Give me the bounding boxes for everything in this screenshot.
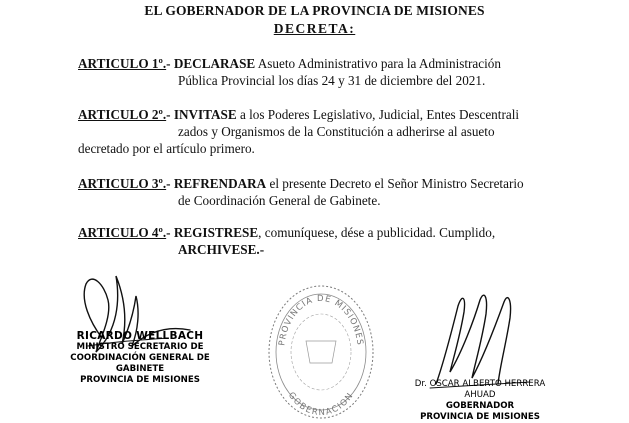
article-2-text-line3: decretado por el artículo primero. <box>78 141 255 156</box>
article-3-text-line2: de Coordinación General de Gabinete. <box>178 193 381 208</box>
decree-subtitle: DECRETA: <box>273 21 356 36</box>
article-4-text-line2: ARCHIVESE.- <box>178 242 265 257</box>
article-1-text-line2: Pública Provincial los días 24 y 31 de diciembre del 2021. <box>178 73 486 88</box>
svg-text:GOBERNACION: GOBERNACION <box>285 390 357 419</box>
minister-role-line3: PROVINCIA DE MISIONES <box>80 375 200 385</box>
article-2-dash: - <box>166 107 171 122</box>
minister-name: RICARDO WELLBACH <box>76 330 204 342</box>
governor-signature-icon <box>436 295 511 384</box>
article-2-verb: INVITASE <box>173 107 237 122</box>
svg-text:PROVINCIA DE MISIONES: PROVINCIA DE MISIONES <box>277 293 365 347</box>
article-3-verb: REFRENDARA <box>173 176 267 191</box>
article-2-label: ARTICULO 2º. <box>78 107 167 122</box>
article-2-text-line1: a los Poderes Legislativo, Judicial, Entes Descentrali <box>239 107 520 122</box>
article-4-verb: REGISTRESE <box>173 225 259 240</box>
governor-name: Dr. OSCAR ALBERTO HERRERA AHUAD <box>414 379 546 400</box>
article-3-dash: - <box>166 176 171 191</box>
article-3-label: ARTICULO 3º. <box>78 176 167 191</box>
article-3-text-line1: el presente Decreto el Señor Ministro Secretario <box>269 176 524 191</box>
article-1-dash: - <box>166 56 171 71</box>
article-4-dash: - <box>166 225 171 240</box>
article-4-label: ARTICULO 4º. <box>78 225 167 240</box>
minister-signature-block <box>60 331 220 386</box>
article-4-text-line1: , comuníquese, dése a publicidad. Cumplido, <box>258 225 496 240</box>
governor-role-line1: GOBERNADOR <box>445 401 515 411</box>
article-2-text-line2: zados y Organismos de la Constitución a adherirse al asueto <box>178 124 495 139</box>
minister-role-line2: COORDINACIÓN GENERAL DE GABINETE <box>70 353 210 374</box>
governor-role-line2: PROVINCIA DE MISIONES <box>420 412 540 422</box>
article-1-label: ARTICULO 1º. <box>78 56 167 71</box>
article-1-text-line1: Asueto Administrativo para la Administración <box>257 56 501 71</box>
minister-role-line1: MINISTRO SECRETARIO DE <box>76 342 204 352</box>
decree-title: EL GOBERNADOR DE LA PROVINCIA DE MISIONES <box>144 3 485 18</box>
official-seal <box>266 283 376 421</box>
seal-shield-icon <box>306 341 336 363</box>
article-1-verb: DECLARASE <box>173 56 256 71</box>
governor-signature-block <box>405 379 555 423</box>
